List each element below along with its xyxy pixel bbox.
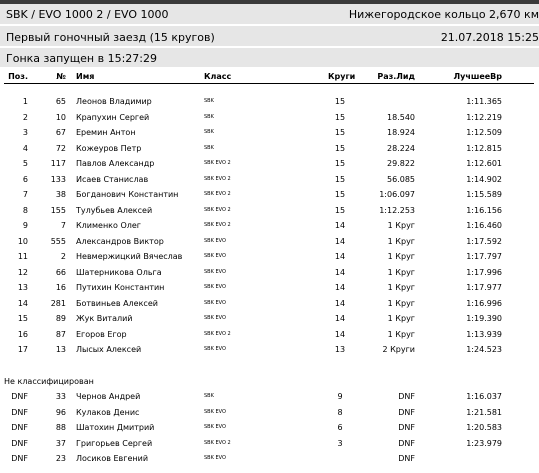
cell-laps: 14 xyxy=(334,298,346,308)
cell-class: SBK EVO 2 xyxy=(204,175,231,182)
cell-name: Еремин Антон xyxy=(76,128,136,137)
cell-class: SBK EVO xyxy=(204,424,226,430)
cell-laps: 14 xyxy=(334,314,346,323)
cell-best: 1:13.939 xyxy=(466,329,502,339)
cell-class: SBK EVO 2 xyxy=(204,439,231,446)
session-date: 21.07.2018 15:25 xyxy=(440,31,539,44)
cell-gap: 1 Круг xyxy=(387,236,415,246)
cell-pos: 3 xyxy=(22,128,28,137)
cell-name: Кулаков Денис xyxy=(76,407,140,417)
start-info: Гонка запущен в 15:27:29 xyxy=(6,52,158,65)
cell-num: 72 xyxy=(55,143,66,153)
cell-gap: 1 Круг xyxy=(387,252,415,261)
table-row xyxy=(0,407,539,418)
cell-pos: DNF xyxy=(11,423,28,432)
cell-laps: 9 xyxy=(337,392,343,401)
cell-laps: 14 xyxy=(334,236,346,246)
cell-name: Чернов Андрей xyxy=(76,392,141,401)
table-row xyxy=(0,391,539,402)
header-row-start xyxy=(0,48,539,67)
cell-best: 1:20.583 xyxy=(466,423,502,432)
cell-pos: 2 xyxy=(22,112,28,122)
cell-pos: 8 xyxy=(22,205,28,215)
cell-name: Александров Виктор xyxy=(76,236,164,246)
cell-best: 1:15.589 xyxy=(466,190,502,199)
cell-class: SBK EVO xyxy=(204,408,226,415)
cell-num: 33 xyxy=(55,392,66,401)
cell-pos: 1 xyxy=(22,97,28,106)
cell-num: 117 xyxy=(50,159,66,168)
table-row xyxy=(0,220,539,231)
cell-laps: 8 xyxy=(337,407,343,417)
cell-gap: DNF xyxy=(398,438,415,448)
cell-best: 1:21.581 xyxy=(466,407,502,417)
cell-best: 1:17.592 xyxy=(466,236,502,246)
cell-gap: 18.540 xyxy=(387,112,415,122)
table-row xyxy=(0,96,539,107)
cell-pos: 17 xyxy=(17,345,28,354)
cell-pos: 7 xyxy=(22,190,28,199)
cell-name: Тулубьев Алексей xyxy=(76,205,153,215)
cell-best: 1:16.156 xyxy=(466,205,502,215)
cell-num: 87 xyxy=(55,329,66,339)
cell-num: 16 xyxy=(55,283,66,292)
table-row xyxy=(0,158,539,169)
cell-num: 67 xyxy=(55,128,66,137)
cell-pos: 14 xyxy=(17,298,28,308)
cell-name: Павлов Александр xyxy=(76,159,155,168)
cell-pos: 13 xyxy=(17,283,28,292)
cell-gap: 56.085 xyxy=(387,174,415,184)
cell-name: Шатерникова Ольга xyxy=(76,267,162,277)
table-row xyxy=(0,127,539,138)
col-gap-header: Раз.Лид xyxy=(377,72,415,81)
cell-pos: 12 xyxy=(17,267,28,277)
cell-gap: 1 Круг xyxy=(387,267,415,277)
cell-laps: 15 xyxy=(334,143,346,153)
cell-name: Путихин Константин xyxy=(76,283,165,292)
cell-name: Невмержицкий Вячеслав xyxy=(76,252,183,261)
cell-name: Лысых Алексей xyxy=(76,345,142,354)
cell-pos: 6 xyxy=(22,174,28,184)
cell-laps: 14 xyxy=(334,329,346,339)
cell-laps: 14 xyxy=(334,221,346,230)
cell-class: SBK EVO xyxy=(204,455,226,461)
cell-class: SBK EVO xyxy=(204,315,226,321)
col-num-header: № xyxy=(56,72,66,81)
cell-best: 1:16.037 xyxy=(466,392,502,401)
cell-pos: DNF xyxy=(11,438,28,448)
cell-num: 88 xyxy=(55,423,66,432)
cell-laps: 15 xyxy=(334,159,346,168)
cell-laps: 14 xyxy=(334,267,346,277)
cell-class: SBK EVO 2 xyxy=(204,160,231,166)
table-row xyxy=(0,251,539,262)
header-row-session xyxy=(0,26,539,46)
cell-gap: 1:12.253 xyxy=(379,205,415,215)
cell-pos: 16 xyxy=(17,329,28,339)
cell-class: SBK EVO xyxy=(204,346,226,352)
cell-num: 37 xyxy=(55,438,66,448)
cell-gap: 1 Круг xyxy=(387,314,415,323)
table-header xyxy=(0,71,539,82)
cell-num: 7 xyxy=(60,221,66,230)
cell-gap: 28.224 xyxy=(387,143,415,153)
table-row xyxy=(0,438,539,449)
cell-best: 1:17.996 xyxy=(466,267,502,277)
cell-num: 10 xyxy=(55,112,66,122)
cell-laps: 15 xyxy=(334,174,346,184)
cell-num: 23 xyxy=(55,454,66,463)
venue-title: Нижегородское кольцо 2,670 км xyxy=(348,8,539,21)
cell-best: 1:14.902 xyxy=(466,174,502,184)
cell-num: 155 xyxy=(50,205,66,215)
cell-class: SBK EVO 2 xyxy=(204,206,231,213)
cell-class: SBK EVO xyxy=(204,253,226,259)
cell-num: 96 xyxy=(55,407,66,417)
cell-pos: 11 xyxy=(17,252,28,261)
cell-class: SBK xyxy=(204,98,214,104)
table-row xyxy=(0,267,539,278)
cell-laps: 14 xyxy=(334,283,346,292)
cell-best: 1:12.601 xyxy=(466,159,502,168)
cell-class: SBK EVO xyxy=(204,284,226,290)
cell-class: SBK xyxy=(204,113,214,120)
cell-gap: 1 Круг xyxy=(387,298,415,308)
cell-num: 2 xyxy=(60,252,66,261)
cell-laps: 15 xyxy=(334,97,346,106)
cell-laps: 15 xyxy=(334,128,346,137)
table-row xyxy=(0,236,539,247)
cell-pos: 10 xyxy=(17,236,28,246)
cell-pos: DNF xyxy=(11,454,28,463)
cell-name: Кожеуров Петр xyxy=(76,143,142,153)
cell-best: 1:24.523 xyxy=(466,345,502,354)
table-row xyxy=(0,143,539,154)
table-row xyxy=(0,313,539,324)
table-row xyxy=(0,453,539,464)
cell-name: Крапухин Сергей xyxy=(76,112,150,122)
header-divider xyxy=(4,83,534,84)
cell-name: Богданович Константин xyxy=(76,190,179,199)
cell-best: 1:17.797 xyxy=(466,252,502,261)
cell-num: 89 xyxy=(55,314,66,323)
cell-gap: 1 Круг xyxy=(387,283,415,292)
cell-num: 555 xyxy=(50,236,66,246)
cell-pos: 4 xyxy=(22,143,28,153)
cell-gap: 1:06.097 xyxy=(379,190,415,199)
cell-num: 65 xyxy=(55,97,66,106)
session-title: Первый гоночный заезд (15 кругов) xyxy=(6,31,215,44)
table-row xyxy=(0,344,539,355)
table-row xyxy=(0,329,539,340)
cell-best: 1:11.365 xyxy=(466,97,502,106)
cell-name: Егоров Егор xyxy=(76,329,127,339)
table-row xyxy=(0,205,539,216)
table-row xyxy=(0,422,539,433)
cell-class: SBK EVO 2 xyxy=(204,191,231,197)
cell-class: SBK EVO xyxy=(204,268,226,275)
table-row xyxy=(0,298,539,309)
cell-pos: 5 xyxy=(22,159,28,168)
cell-pos: 15 xyxy=(17,314,28,323)
cell-laps: 3 xyxy=(337,438,343,448)
cell-pos: DNF xyxy=(11,407,28,417)
cell-num: 133 xyxy=(50,174,66,184)
cell-num: 281 xyxy=(50,298,66,308)
table-row xyxy=(0,112,539,123)
cell-class: SBK xyxy=(204,144,214,151)
cell-best: 1:16.996 xyxy=(466,298,502,308)
cell-gap: DNF xyxy=(398,392,415,401)
table-row xyxy=(0,282,539,293)
cell-laps: 14 xyxy=(334,252,346,261)
cell-class: SBK EVO xyxy=(204,237,226,244)
cell-gap: DNF xyxy=(398,454,415,463)
cell-name: Лосиков Евгений xyxy=(76,454,149,463)
cell-best: 1:17.977 xyxy=(466,283,502,292)
cell-pos: 9 xyxy=(22,221,28,230)
cell-class: SBK xyxy=(204,393,214,399)
cell-laps: 15 xyxy=(334,205,346,215)
cell-best: 1:23.979 xyxy=(466,438,502,448)
cell-laps: 13 xyxy=(334,345,346,354)
cell-gap: DNF xyxy=(398,407,415,417)
cell-best: 1:19.390 xyxy=(466,314,502,323)
series-title: SBK / EVO 1000 2 / EVO 1000 xyxy=(6,8,169,21)
cell-name: Шатохин Дмитрий xyxy=(76,423,155,432)
cell-laps: 6 xyxy=(337,423,343,432)
cell-laps: 15 xyxy=(334,190,346,199)
col-best-header: ЛучшееВр xyxy=(453,72,502,81)
cell-num: 13 xyxy=(55,345,66,354)
table-row xyxy=(0,174,539,185)
cell-laps: 15 xyxy=(334,112,346,122)
col-pos-header: Поз. xyxy=(8,72,28,81)
cell-gap: 18.924 xyxy=(387,128,415,137)
cell-name: Жук Виталий xyxy=(76,314,133,323)
cell-name: Ботвиньев Алексей xyxy=(76,298,158,308)
col-name-header: Имя xyxy=(76,72,95,81)
cell-best: 1:16.460 xyxy=(466,221,502,230)
header-row-series xyxy=(0,4,539,24)
cell-gap: 29.822 xyxy=(387,159,415,168)
cell-pos: DNF xyxy=(11,392,28,401)
cell-gap: 1 Круг xyxy=(387,329,415,339)
cell-num: 66 xyxy=(55,267,66,277)
cell-best: 1:12.219 xyxy=(466,112,502,122)
cell-num: 38 xyxy=(55,190,66,199)
cell-class: SBK EVO 2 xyxy=(204,222,231,228)
cell-best: 1:12.815 xyxy=(466,143,502,153)
cell-class: SBK EVO xyxy=(204,299,226,306)
cell-name: Григорьев Сергей xyxy=(76,438,153,448)
cell-gap: 2 Круги xyxy=(382,345,415,354)
cell-name: Исаев Станислав xyxy=(76,174,149,184)
cell-gap: 1 Круг xyxy=(387,221,415,230)
cell-name: Леонов Владимир xyxy=(76,97,152,106)
col-laps-header: Круги xyxy=(328,72,356,81)
cell-best: 1:12.509 xyxy=(466,128,502,137)
cell-name: Клименко Олег xyxy=(76,221,141,230)
col-class-header: Класс xyxy=(204,72,232,81)
table-row xyxy=(0,189,539,200)
cell-gap: DNF xyxy=(398,423,415,432)
not-classified-label: Не классифицирован xyxy=(4,377,94,386)
cell-class: SBK EVO 2 xyxy=(204,330,231,337)
cell-class: SBK xyxy=(204,129,214,135)
